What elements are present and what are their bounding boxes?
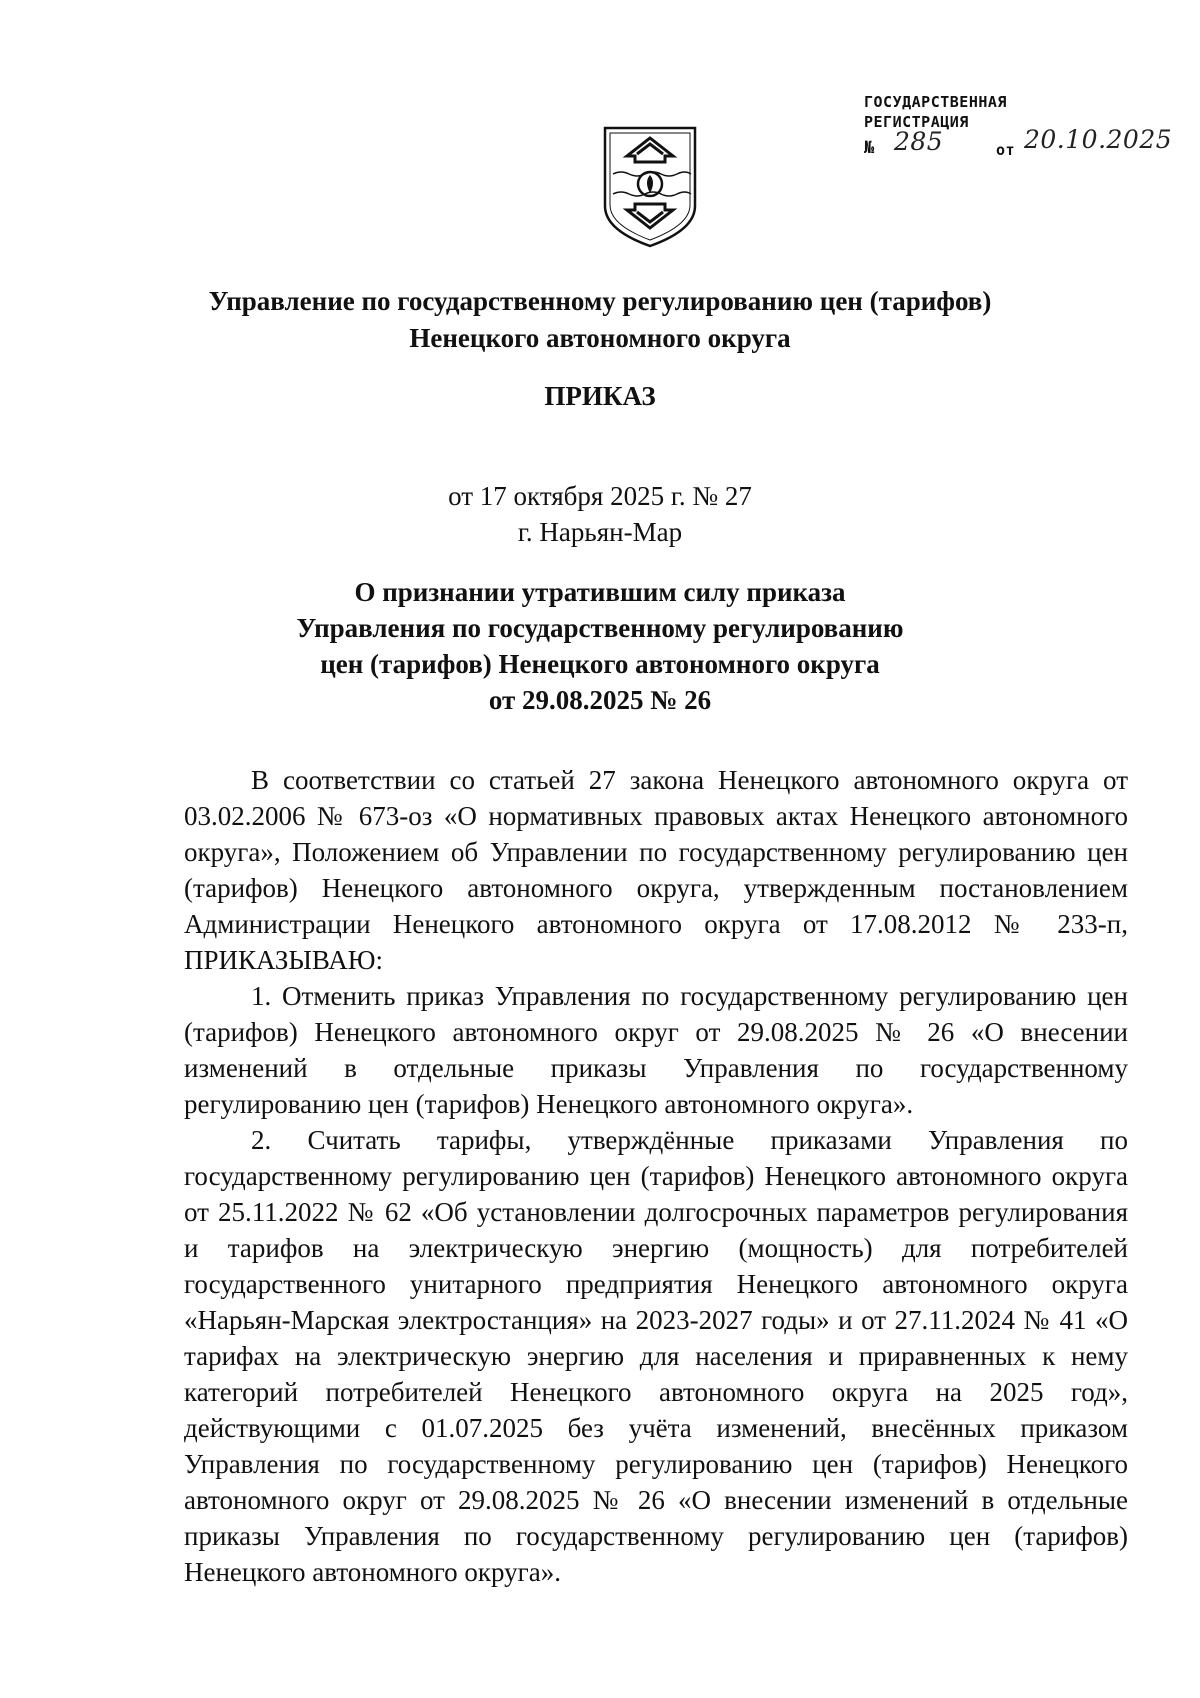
order-place: г. Нарьян-Мар: [517, 517, 683, 547]
order-date-number: от 17 октября 2025 г. № 27: [448, 481, 752, 511]
issuing-authority: [0, 283, 1200, 357]
stamp-line-2: РЕГИСТРАЦИЯ: [864, 113, 969, 131]
order-body: [184, 762, 1128, 1590]
clause-1-paragraph: 1. Отменить приказ Управления по государственному регулированию цен (тарифов) Ненецкого автономного округ от 29.08.2025 № 26 «О внесении изменений в отдельные приказы Управления по государственному регулированию цен (тарифов) Ненецкого автономного округа».: [184, 981, 1128, 1119]
stamp-number-sign: №: [864, 138, 875, 158]
subject-line-1: О признании утратившим силу приказа: [354, 577, 846, 607]
stamp-number-row: [864, 125, 1173, 162]
stamp-line-1: ГОСУДАРСТВЕННАЯ: [864, 93, 1007, 111]
stamp-date-prefix: от: [996, 141, 1016, 159]
nenets-coat-of-arms-icon: [601, 124, 699, 250]
clause-2-paragraph: 2. Считать тарифы, утверждённые приказами Управления по государственному регулированию цен (тарифов) Ненецкого автономного округа от 25.11.2022 № 62 «Об установлении долгосрочных параметров регулирования и тарифов на электрическую энергию (мощность) для потребителей государственного унитарного предприятия Ненецкого автономного округа «Нарьян-Марская электростанция» на 2023-2027 годы» и от 27.11.2024 № 41 «О тарифах на электрическую энергию для населения и приравненных к нему категорий потребителей Ненецкого автономного округа на 2025 год», действующими с 01.07.2025 без учёта изменений, внесённых приказом Управления по государственному регулированию цен (тарифов) Ненецкого автономного округ от 29.08.2025 № 26 «О внесении изменений в отдельные приказы Управления по государственному регулированию цен (тарифов) Ненецкого автономного округа».: [184, 1125, 1128, 1587]
authority-line-2: Ненецкого автономного округа: [409, 323, 791, 353]
subject-line-4: от 29.08.2025 № 26: [488, 685, 712, 715]
subject-line-2: Управления по государственному регулированию: [296, 613, 904, 643]
subject-line-3: цен (тарифов) Ненецкого автономного округа: [320, 649, 880, 679]
stamp-handwritten-number: 285: [894, 127, 944, 156]
order-subject: [0, 574, 1200, 718]
authority-line-1: Управление по государственному регулированию цен (тарифов): [208, 286, 992, 316]
document-type: ПРИКАЗ: [544, 381, 656, 411]
stamp-handwritten-date: 20.10.2025: [1024, 125, 1173, 154]
preamble-paragraph: В соответствии со статьей 27 закона Ненецкого автономного округа от 03.02.2006 № 673-оз «О нормативных правовых актах Ненецкого автономного округа», Положением об Управлении по государственному регулированию цен (тарифов) Ненецкого автономного округа, утвержденным постановлением Администрации Ненецкого автономного округа от 17.08.2012 № 233-п, ПРИКАЗЫВАЮ:: [184, 765, 1128, 975]
registration-stamp: [864, 92, 1173, 162]
